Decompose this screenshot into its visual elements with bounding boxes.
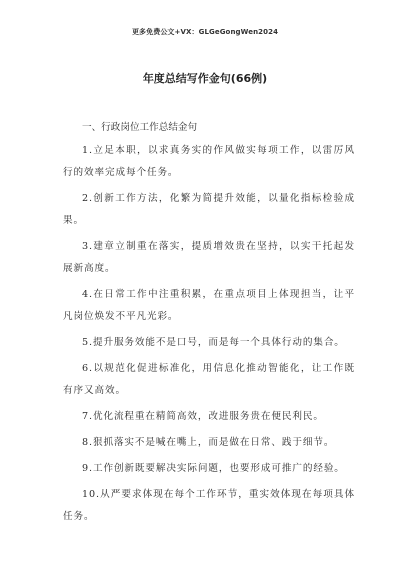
list-item: 3.建章立制重在落实，提质增效贵在坚持，以实干托起发展新高度。 (63, 241, 355, 274)
document-body (63, 117, 355, 532)
list-item: 5.提升服务效能不是口号，而是每一个具体行动的集合。 (82, 337, 345, 348)
list-item: 4.在日常工作中注重积累，在重点项目上体现担当，让平凡岗位焕发不平凡光彩。 (63, 289, 355, 322)
section-heading: 一、行政岗位工作总结金句 (82, 122, 198, 133)
list-item: 7.优化流程重在精简高效，改进服务贵在便民利民。 (82, 411, 324, 422)
list-item: 6.以规范化促进标准化，用信息化推动智能化，让工作既有序又高效。 (63, 363, 355, 396)
list-item: 1.立足本职，以求真务实的作风做实每项工作，以雷厉风行的效率完成每个任务。 (63, 145, 355, 178)
list-item: 2.创新工作方法，化繁为简提升效能，以量化指标检验成果。 (63, 193, 355, 226)
list-item: 8.狠抓落实不是喊在嘴上，而是做在日常、践于细节。 (82, 437, 335, 448)
list-item: 10.从严要求体现在每个工作环节，重实效体现在每项具体任务。 (63, 489, 355, 522)
list-item: 9.工作创新既要解决实际问题，也要形成可推广的经验。 (82, 463, 345, 474)
header-note: 更多免费公文+VX：GLGeGongWen2024 (131, 28, 279, 36)
document-title: 年度总结写作金句(66例) (142, 72, 268, 85)
